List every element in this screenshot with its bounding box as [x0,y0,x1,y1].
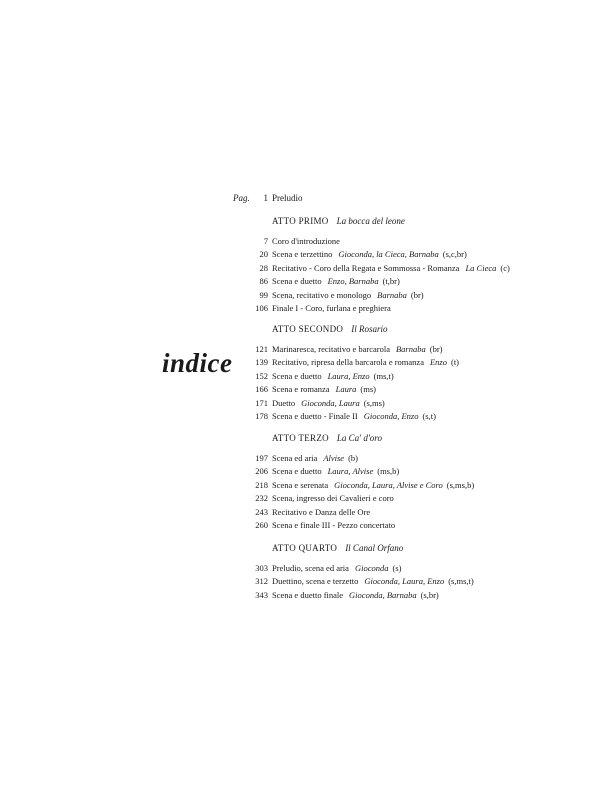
entry-title-group [272,466,399,476]
entry-title: Preludio, scena ed aria [272,563,349,573]
entry-characters: Gioconda [354,563,389,573]
entry-page-number: 260 [255,520,268,530]
entry-characters: Laura [335,384,357,395]
entry-title: Scena e duetto [272,370,322,381]
entry-title-group [272,276,400,286]
entry-title: Scena e serenata [272,479,329,490]
entry-title: Scena e duetto - Finale II [272,411,358,421]
entry-title-group [272,357,459,367]
entry-characters: Alvise [323,453,345,463]
entry-page-number: 232 [255,493,268,504]
entry-page-number: 343 [255,589,268,600]
entry-title-group [272,520,395,530]
act-name: ATTO SECONDO [272,324,344,334]
entry-voices: (s,c,br) [442,249,467,260]
entry-title-group [272,507,370,517]
entry-title-group [272,493,394,503]
entry-characters: Enzo [429,357,447,368]
act-header [272,543,403,553]
entry-page-number: 139 [255,357,268,368]
entry-title-group [272,563,401,573]
entry-title: Recitativo e Danza delle Ore [272,506,371,517]
pag-label: Pag. [233,193,250,203]
entry-voices: (ms) [360,384,376,395]
act-header [272,324,387,334]
entry-page-number: 28 [259,262,268,273]
entry-voices: (br) [410,289,424,300]
entry-characters: Gioconda, Laura, Enzo [364,576,445,587]
entry-page-number: 218 [255,479,268,490]
entry-characters: Gioconda, Barnaba [349,589,417,600]
entry-title-group [272,371,394,381]
entry-page-number: 152 [255,370,268,381]
entry-voices: (t) [450,357,460,368]
entry-voices: (s,t) [422,411,436,421]
entry-voices: (s,br) [420,589,439,600]
entry-title-group [272,384,376,394]
entry-title-group [272,249,467,259]
entry-title-group [272,453,358,463]
entry-title-group [272,576,474,586]
page-title: indice [162,348,233,378]
entry-page-number: 1 [263,193,268,203]
entry-title-group [272,398,385,408]
entry-page-number: 312 [255,576,268,587]
entry-voices: (b) [348,453,359,463]
entry-title: Marinaresca, recitativo e barcarola [272,344,390,354]
entry-page-number: 86 [259,276,268,287]
entry-page-number: 20 [259,249,268,260]
entry-characters: La Cieca [465,262,497,273]
act-name: ATTO PRIMO [272,216,329,226]
entry-title-group [272,290,424,300]
entry-title: Scena e duetto [272,276,322,287]
entry-title: Scena e duetto finale [272,589,344,600]
entry-characters: Gioconda, la Cieca, Barnaba [338,249,439,260]
entry-title: Scena e romanza [272,384,330,395]
entry-title: Recitativo - Coro della Regata e Sommossa - Romanza [272,262,460,273]
act-name: ATTO TERZO [272,433,329,443]
act-header [272,216,405,226]
act-name: ATTO QUARTO [272,543,338,553]
entry-title: Scena ed aria [272,453,318,463]
entry-voices: (br) [429,344,443,354]
entry-title-group [272,236,340,246]
entry-title: Scena, ingresso dei Cavalieri e coro [272,493,394,504]
entry-page-number: 121 [255,344,268,354]
entry-page-number: 166 [255,384,268,395]
entry-title: Scena e finale III - Pezzo concertato [272,520,396,530]
entry-voices: (s) [392,563,402,573]
entry-title: Coro d'introduzione [272,236,340,246]
entry-title: Duetto [272,397,296,408]
entry-page-number: 206 [255,466,268,477]
entry-title-group [272,411,436,421]
entry-title: Scena, recitativo e monologo [272,289,372,300]
entry-title: Duettino, scena e terzetto [272,576,359,587]
act-header [272,433,382,443]
entry-title: Finale I - Coro, furlana e preghiera [272,303,391,313]
entry-page-number: 178 [255,411,268,421]
entry-characters: Gioconda, Laura [301,397,360,408]
entry-title: Scena e terzettino [272,249,333,260]
entry-characters: Gioconda, Enzo [363,411,419,421]
entry-voices: (s,ms) [363,397,385,408]
entry-voices: (s,ms,t) [448,576,474,587]
entry-characters: Enzo, Barnaba [327,276,379,287]
entry-voices: (ms,b) [377,466,400,477]
entry-voices: (s,ms,b) [446,479,475,490]
entry-title: Recitativo, ripresa della barcarola e romanza [272,357,424,368]
entry-page-number: 106 [255,303,268,313]
entry-page-number: 303 [255,563,268,573]
entry-characters: Laura, Enzo [327,370,370,381]
act-subtitle: Il Canal Orfano [345,543,404,553]
entry-title-group [272,263,510,273]
entry-page-number: 99 [259,289,268,300]
entry-page-number: 197 [255,453,268,463]
entry-page-number: 171 [255,397,268,408]
entry-title-group [272,344,442,354]
entry-characters: Gioconda, Laura, Alvise e Coro [334,479,443,490]
entry-characters: Barnaba [395,344,426,354]
act-subtitle: La bocca del leone [336,216,405,226]
entry-characters: Barnaba [377,289,407,300]
entry-title-group [272,590,439,600]
entry-voices: (t,br) [382,276,400,287]
entry-page-number: 243 [255,506,268,517]
entry-title-group [272,303,391,313]
entry-characters: Laura, Alvise [327,466,374,477]
entry-title: Scena e duetto [272,466,322,477]
entry-title: Preludio [272,193,303,203]
entry-voices: (c) [500,262,510,273]
entry-title-group [272,480,474,490]
act-subtitle: La Ca' d'oro [336,433,382,443]
entry-voices: (ms,t) [373,370,394,381]
entry-page-number: 7 [263,236,268,246]
act-subtitle: Il Rosario [351,324,388,334]
